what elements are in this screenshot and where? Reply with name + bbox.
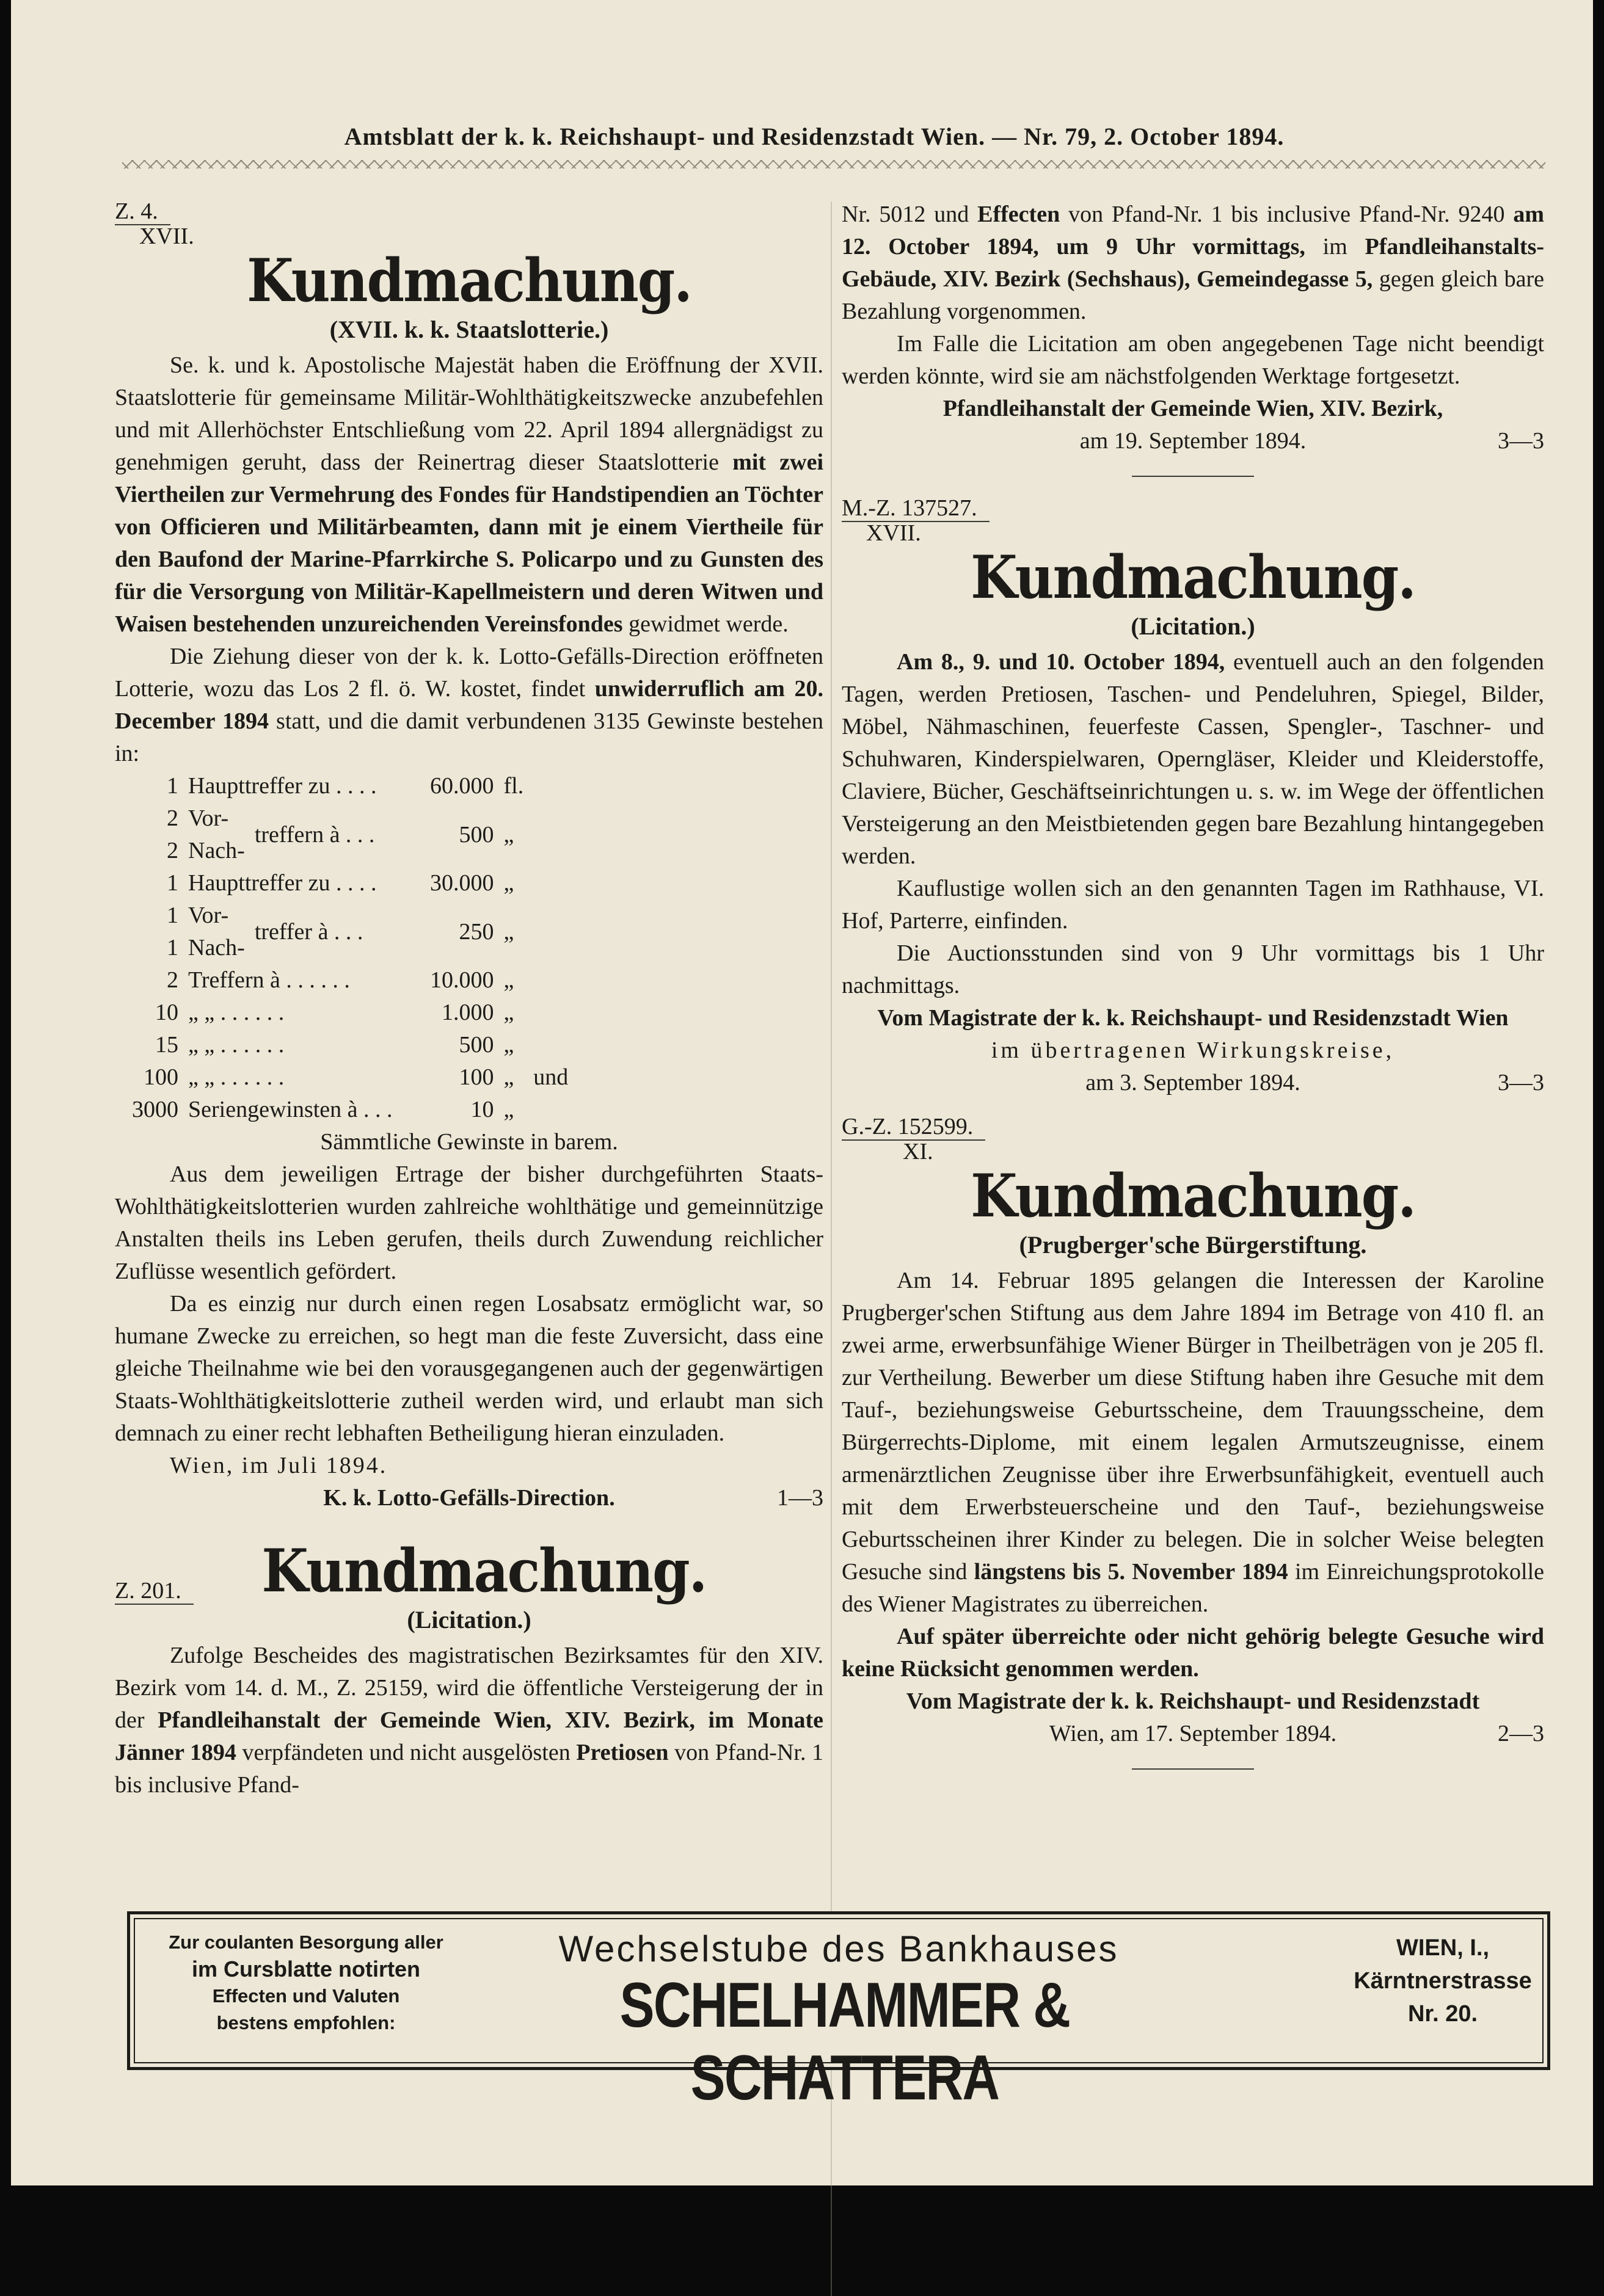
notice-lottery [115,198,823,1514]
paragraph: Am 14. Februar 1895 gelangen die Interessen der Karoline Prugberger'schen Stiftung aus dem Jahre 1894 im Betrage von 410 fl. an zwei arme, erwerbsunfähige Wiener Bürger in Theilbeträgen von je 205 fl. zur Vertheilung. Bewerber um diese Stiftung haben ihre Gesuche mit dem Tauf-, beziehungsweise Geburtsscheine, dem Trauungsscheine, dem Bürgerrechts-Diplome, mit einem legalen Armutszeugnisse, einem armenärztlichen Zeugnisse über ihre Erwerbsunfähigkeit, eventuell auch mit dem Erwerbsteuerscheine und den Tauf-, beziehungsweise Geburtsscheinen ihrer Kinder zu belegen. Die in solcher Weise belegten Gesuche sind längstens bis 5. November 1894 im Einreichungsprotokolle des Wiener Magistrates zu überreichen. [842,1268,1545,1617]
ad-left-text: Zur coulanten Besorgung aller im Cursblatte notirten Effecten und Valuten bestens empfohlen: [169,1931,443,2033]
notice-headline: Kundmachung. [261,1535,707,1606]
ad-address: WIEN, I., Kärntnerstrasse Nr. 20. [1354,1935,1532,2027]
table-row: 1 Haupttreffer zu . . . . 30.000 „ [167,870,514,896]
notice-headline: Kundmachung. [971,542,1415,612]
signature-sub: im übertragenen Wirkungskreise, [991,1037,1395,1063]
insertion-fraction: 3—3 [1498,428,1544,454]
signature: Vom Magistrate der k. k. Reichshaupt- und Residenzstadt Wien [877,1005,1509,1031]
notice-subtitle: (Prugberger'sche Bürgerstiftung. [1019,1231,1367,1259]
signature-line [115,1482,823,1514]
notice-licitation-pfand [115,1535,824,1801]
prize-note: Sämmtliche Gewinste in barem. [320,1129,618,1155]
table-row: 10 „ „ . . . . . . 1.000 „ [155,1000,514,1025]
paragraph: Am 8., 9. und 10. October 1894, eventuell auch an den folgenden Tagen, werden Pretiosen, Taschen- und Pendeluhren, Spiegel, Bilder, Möbel, Nähmaschinen, feuerfeste Cassen, Spengler-, Taschner- und Schuhwaren, Kinderspielwaren, Operngläser, Kleider und Kleiderstoffe, Claviere, Bücher, Geschäftseinrichtungen u. s. w. im Wege der öffentlichen Versteigerung an den Meistbietenden gegen bare Bezahlung hintangegeben werden. [842,649,1545,869]
prize-table [127,770,573,1126]
insertion-fraction: 3—3 [1498,1070,1544,1095]
notice-buergerstiftung [842,1114,1544,1770]
notice-headline: Kundmachung. [247,245,691,316]
paragraph: Im Falle die Licitation am oben angegebenen Tage nicht beendigt werden könnte, wird sie am nächstfolgenden Werktage fortgesetzt. [842,331,1544,389]
insertion-fraction: 1—3 [777,1485,823,1511]
notice-subtitle: (Licitation.) [407,1606,531,1633]
paragraph: Da es einzig nur durch einen regen Losabsatz ermöglicht war, so humane Zwecke zu erreichen, so hegt man die feste Zuversicht, dass eine gleiche Theilnahme wie bei den vorausgegangenen auch der gegenwärtigen Staats-Wohlthätigkeitslotterie zutheil werden wird, und erlaubt man sich demnach zu einer recht lebhaften Betheiligung hieran einzuladen. [115,1291,823,1446]
paragraph: Aus dem jeweiligen Ertrage der bisher durchgeführten Staats-Wohlthätigkeitslotterien wurden zahlreiche wohlthätige und gemeinnützige Anstalten theils ins Leben gerufen, theils durch Zuwendung reichlicher Zuflüsse wesentlich gefördert. [115,1161,823,1284]
table-row: 1 Haupttreffer zu . . . . 60.000 fl. [167,773,524,799]
table-row: 3000 Seriengewinsten à . . . 10 „ [132,1097,514,1122]
notice-headline: Kundmachung. [971,1160,1415,1231]
paragraph: Die Ziehung dieser von der k. k. Lotto-Gefälls-Direction eröffneten Lotterie, wozu das Los 2 fl. ö. W. kostet, findet unwiderruflich am 20. December 1894 statt, und die damit verbundenen 3135 Gewinste bestehen in: [115,644,824,766]
signature: Vom Magistrate der k. k. Reichshaupt- und Residenzstadt [906,1688,1480,1714]
notice-subtitle: (Licitation.) [1131,612,1255,640]
paragraph: Auf später überreichte oder nicht gehörig belegte Gesuche wird keine Rücksicht genommen werden. [842,1624,1544,1682]
notice-auction-rathhaus [842,495,1544,1099]
table-row: 1 Nach- [167,935,245,961]
newspaper-page [11,0,1593,2185]
table-row: 2 Nach- [167,838,245,863]
paragraph: Die Auctionsstunden sind von 9 Uhr vormittags bis 1 Uhr nachmittags. [842,940,1544,998]
brace-group: treffern à . . . [254,821,375,848]
date-line: am 3. September 1894. 3—3 [842,1067,1544,1099]
date-line: am 19. September 1894. 3—3 [842,425,1544,457]
table-row: 1 Vor- treffer à . . . 250 „ [167,903,514,945]
notice-subtitle: (XVII. k. k. Staatslotterie.) [329,316,609,343]
page-header: Amtsblatt der k. k. Reichshaupt- und Residenzstadt Wien. — Nr. 79, 2. October 1894. [344,123,1285,150]
ad-bank-name: SCHELHAMMER & SCHATTERA [619,1970,1070,2113]
table-row: 2 Treffern à . . . . . . 10.000 „ [167,967,514,993]
paragraph: Zufolge Bescheides des magistratischen Bezirksamtes für den XIV. Bezirk vom 14. d. M., Z. 25159, wird die öffentliche Versteigerung der in der Pfandleihanstalt der Gemeinde Wien, XIV. Bezirk, im Monate Jänner 1894 verpfändeten und nicht ausgelösten Pretiosen von Pfand-Nr. 1 bis inclusive Pfand- [115,1643,824,1798]
bank-advertisement [127,1911,1550,2113]
table-row: 2 Vor- treffern à . . . 500 „ [127,802,573,835]
right-column [842,198,1544,1788]
insertion-fraction: 2—3 [1498,1721,1544,1746]
notice-reference: M.-Z. 137527. [842,495,1544,521]
header-ornament-rule [122,160,1545,169]
notice-reference: G.-Z. 152599. [842,1114,1544,1139]
ad-tagline: Wechselstube des Bankhauses [558,1928,1119,1969]
paragraph: Se. k. und k. Apostolische Majestät haben die Eröffnung der XVII. Staatslotterie für gemeinsame Militär-Wohlthätigkeitszwecke anzubefehlen und mit Allerhöchster Entschließung vom 22. April 1894 allergnädigst zu genehmigen geruht, dass der Reinertrag dieser Staatslotterie mit zwei Viertheilen zur Vermehrung des Fondes für Handstipendien an Töchter von Officieren und Militärbeamten, dann mit je einem Viertheile für den Baufond der Marine-Pfarrkirche S. Policarpo und zu Gunsten des für die Versorgung von Militär-Kapellmeistern und deren Witwen und Waisen bestehenden unzureichenden Vereinsfondes gewidmet werde. [115,352,824,637]
notice-category: XVII. [139,223,194,249]
section-rule [1132,476,1254,477]
table-row: 100 „ „ . . . . . . 100 „ und [144,1064,569,1090]
left-column [115,198,823,1801]
notice-category: XVII. [866,520,921,546]
paragraph: Kauflustige wollen sich an den genannten Tagen im Rathhause, VI. Hof, Parterre, einfinden. [842,876,1544,934]
notice-reference: Z. 201. [115,1578,194,1604]
signature: Pfandleihanstalt der Gemeinde Wien, XIV. Bezirk, [942,396,1443,421]
notice-continuation [842,198,1544,477]
notice-category: XI. [903,1139,933,1164]
date-line: Wien, am 17. September 1894. 2—3 [842,1718,1544,1750]
signature: K. k. Lotto-Gefälls-Direction. [323,1485,615,1511]
section-rule [1132,1768,1254,1770]
notice-reference: Z. 4. [115,198,823,224]
table-row: 15 „ „ . . . . . . 500 „ [155,1032,514,1058]
place-date: Wien, im Juli 1894. [170,1453,388,1478]
paragraph: Nr. 5012 und Effecten von Pfand-Nr. 1 bis inclusive Pfand-Nr. 9240 am 12. October 1894, um 9 Uhr vormittags, im Pfandleihanstalts-Gebäude, XIV. Bezirk (Sechshaus), Gemeindegasse 5, gegen gleich bare Bezahlung vorgenommen. [842,202,1545,324]
